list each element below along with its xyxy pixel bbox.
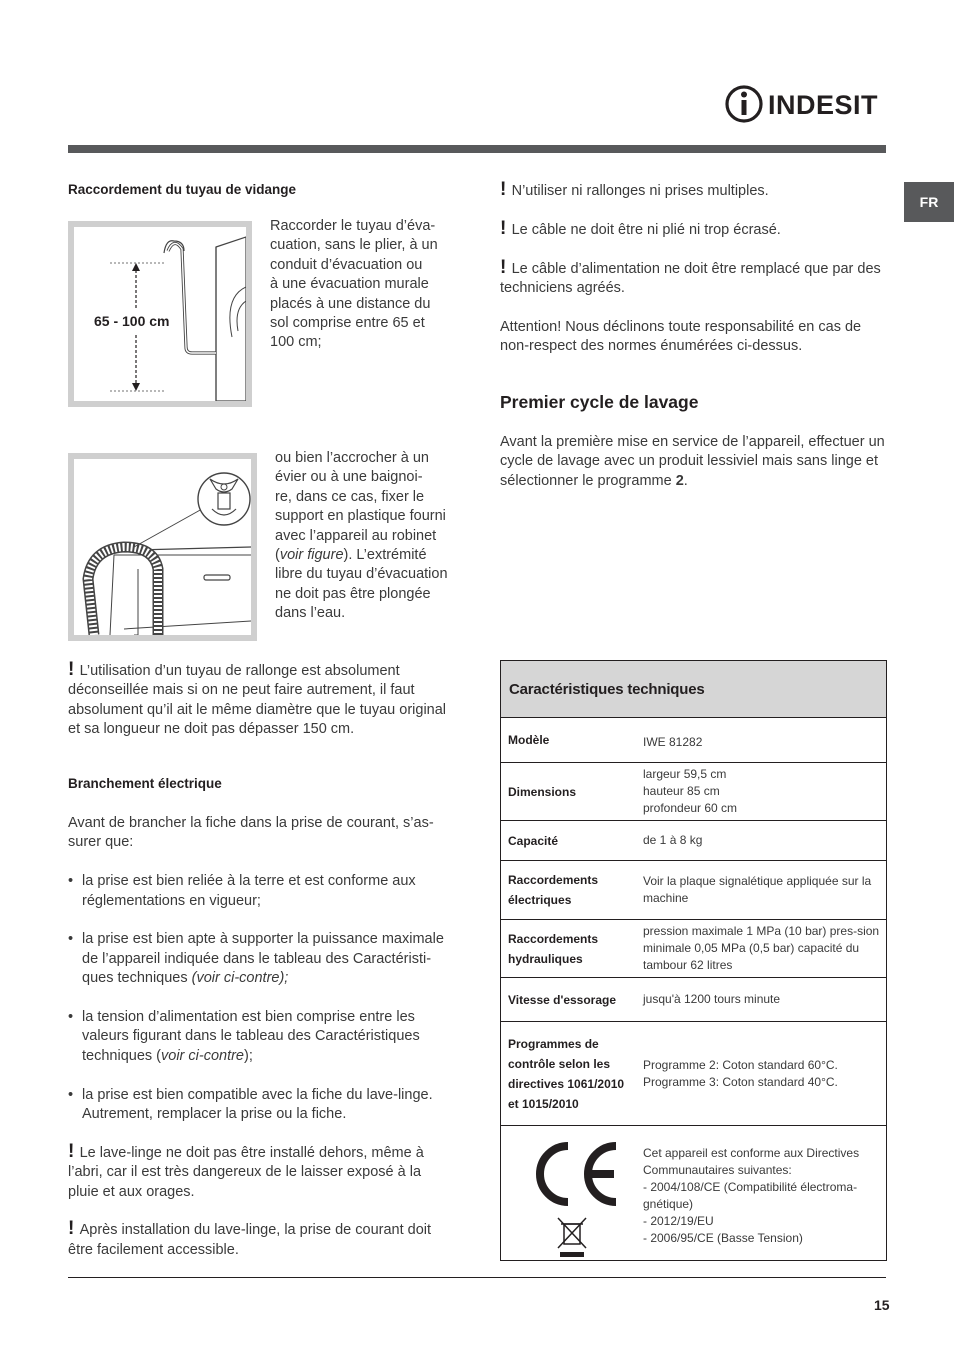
indesit-logo (724, 84, 888, 124)
footer-divider (68, 1277, 886, 1278)
see-figure-ref: voir figure (279, 547, 344, 564)
drain-text-wall: Raccorder le tuyau d’éva- cuation, sans le plier, à un conduit d’évacuation ou à une évacuation murale placés à une distance du sol comprise entre 65 et 100 cm; (270, 218, 438, 351)
list-item: ! Le câble d’alimentation ne doit être remplacé que par des techniciens agréés. (500, 256, 881, 296)
first-cycle-heading: Premier cycle de lavage (500, 392, 699, 412)
table-row: Raccordements hydrauliques pression maximale 1 MPa (10 bar) pres-sion minimale 0,05 MPa (0,5 bar) capacité du tambour 62 litres (501, 920, 886, 978)
table-row: Modèle IWE 81282 (501, 718, 886, 763)
first-cycle-text: Avant la première mise en service de l’appareil, effectuer un cycle de lavage avec un produit lessiviel mais sans linge et sélectionner le programme 2. (500, 434, 885, 489)
technical-specs-table (500, 660, 887, 1261)
list-item: ! N’utiliser ni rallonges ni prises multiples. (500, 179, 769, 200)
table-row: Programmes de contrôle selon les directives 1061/2010 et 1015/2010 Programme 2: Coton standard 60°C. Programme 3: Coton standard 40°C. (501, 1022, 886, 1126)
electric-heading: Branchement électrique (68, 776, 222, 791)
header-bar (68, 145, 886, 153)
svg-text:CE: CE (522, 1134, 524, 1135)
sink-hook-figure (68, 453, 257, 641)
attention-notice: Attention! Nous déclinons toute responsabilité en cas de non-respect des normes énumérées ci-dessus. (500, 318, 862, 355)
electric-section (68, 814, 448, 1260)
sink-hose-support-illustration (74, 459, 251, 635)
conformity-text: Cet appareil est conforme aux Directives Communautaires suivantes: - 2004/108/CE (Compatibilité électroma- gnétique) - 2012/19/EU - 2006/95/CE (Basse Tension) (643, 1146, 860, 1245)
weee-bin-icon (558, 1218, 586, 1257)
warning-outdoor: Le lave-linge ne doit pas être installé dehors, même à l’abri, car il est très dangereux de le laisser exposé à la pluie et aux orages. (68, 1144, 424, 1200)
list-item: • la prise est bien reliée à la terre et est conforme aux réglementations en vigueur; (68, 872, 448, 911)
table-row: Raccordements électriques Voir la plaque signalétique appliquée sur la machine (501, 861, 886, 920)
brand-name: INDESIT (768, 90, 879, 120)
language-tab: FR (904, 182, 954, 222)
electric-checklist (68, 872, 448, 1124)
warning-mark: ! (68, 1218, 80, 1240)
list-item: • la tension d’alimentation est bien comprise entre les valeurs figurant dans le tableau des Caractéristiques techniques (voir ci-contre); (68, 1008, 448, 1066)
warning-mark: ! (68, 1140, 80, 1162)
warning-access: Après installation du lave-linge, la prise de courant doit être facilement accessible. (68, 1222, 432, 1258)
extension-warning: ! L’utilisation d’un tuyau de rallonge est absolument déconseillée mais si on ne peut faire autrement, il faut absolument qu’il ait le même diamètre que le tuyau original et sa longueur ne doit pas dépasser 150 cm. (68, 659, 447, 738)
electric-intro: Avant de brancher la fiche dans la prise de courant, s’as-surer que: (68, 815, 434, 851)
ce-mark-icon (522, 1134, 622, 1258)
table-row (501, 1126, 886, 1266)
table-row: Dimensions largeur 59,5 cm hauteur 85 cm profondeur 60 cm (501, 763, 886, 821)
list-item: ! Le câble ne doit être ni plié ni trop écrasé. (500, 217, 781, 239)
table-row: Capacité de 1 à 8 kg (501, 821, 886, 861)
program-number: 2 (675, 472, 684, 489)
drain-height-figure (68, 221, 252, 407)
height-range-label: 65 - 100 cm (94, 313, 170, 329)
page-number: 15 (874, 1297, 890, 1313)
cable-warnings (500, 179, 886, 357)
warning-mark: ! (68, 659, 80, 680)
drain-text-sink: ou bien l’accrocher à un évier ou à une baignoi- re, dans ce cas, fixer le support en plastique fourni avec l’appareil au robinet (voir figure). L’extrémité libre du tuyau d’évacuation ne doit pas être plongée dans l’eau. (275, 450, 448, 622)
list-item: • la prise est bien compatible avec la fiche du lave-linge. Autrement, remplacer la prise ou la fiche. (68, 1086, 448, 1125)
drain-heading: Raccordement du tuyau de vidange (68, 182, 297, 197)
table-row: Vitesse d'essorage jusqu'à 1200 tours minute (501, 978, 886, 1022)
specs-title: Caractéristiques techniques (501, 661, 886, 718)
list-item: • la prise est bien apte à supporter la puissance maximale de l’appareil indiquée dans le tableau des Caractéristi-ques techniques (voir ci-contre); (68, 930, 448, 988)
